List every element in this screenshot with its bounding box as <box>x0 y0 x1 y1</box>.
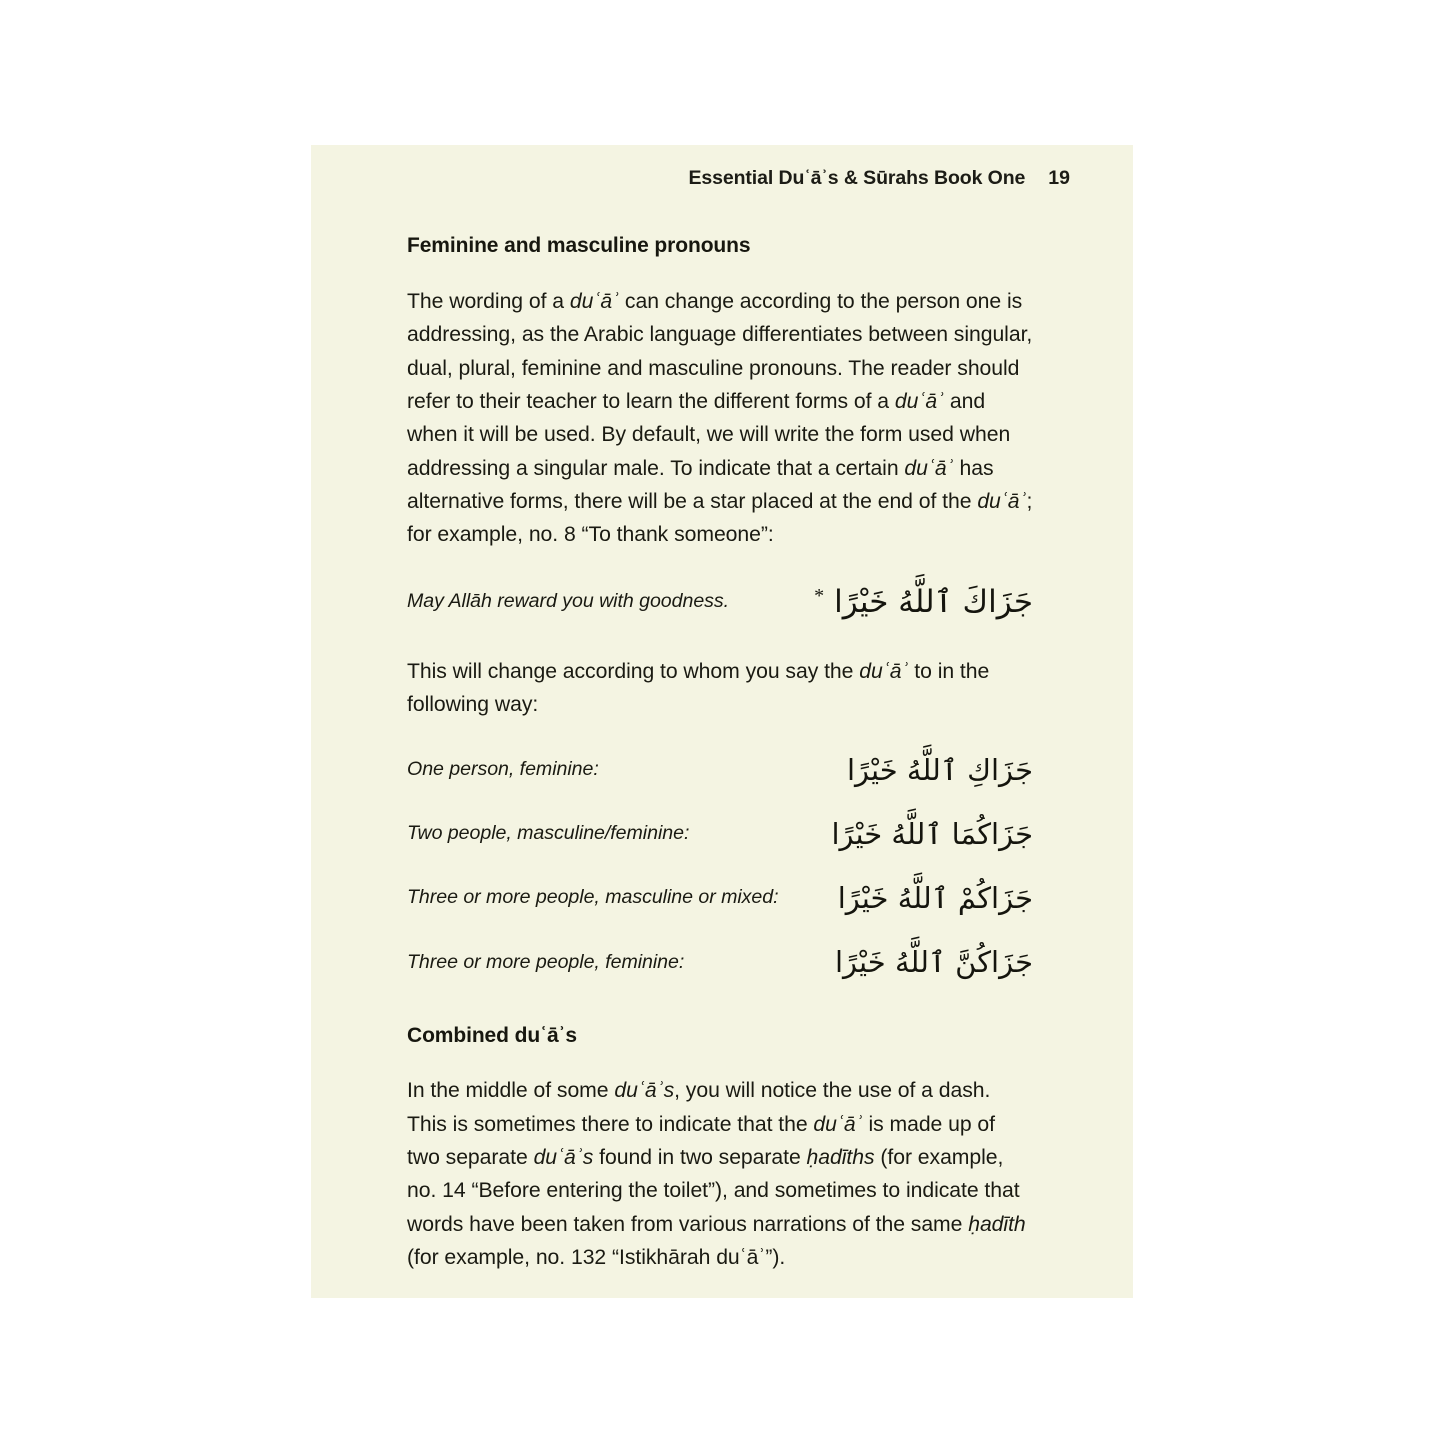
example-dua-row <box>407 580 1033 625</box>
paragraph-pronouns-intro <box>407 285 1033 551</box>
heading-combined-duas: Combined duʿāʾs <box>407 1024 577 1048</box>
term-duas-1: duʿāʾs <box>614 1079 675 1103</box>
par-text-g: has alternative forms, there will be a star placed at the end of the <box>407 456 994 513</box>
paragraph-combined-duas <box>407 1074 1033 1274</box>
variant-label-3: Three or more people, feminine: <box>407 950 685 973</box>
par3-text-i: (for example, no. 14 “Before entering the toilet”), and sometimes to indicate that words have been taken from various narrations of the same <box>407 1146 1020 1236</box>
variant-label-0: One person, feminine: <box>407 758 599 781</box>
term-dua-6: duʿāʾ <box>813 1112 863 1136</box>
book-page <box>311 145 1133 1298</box>
term-dua-1: duʿāʾ <box>569 290 620 314</box>
running-head <box>688 167 1070 190</box>
term-dua-3: duʿāʾ <box>904 456 954 480</box>
term-dua-2: duʿāʾ <box>894 390 945 414</box>
variant-arabic-1: جَزَاكُمَا ٱللَّهُ خَيْرًا <box>831 817 1033 852</box>
running-head-title: Essential Duʿāʾs & Sūrahs Book One <box>688 167 1026 189</box>
variant-row-two-people <box>407 813 1033 855</box>
term-dua-5: duʿāʾ <box>859 659 909 683</box>
term-hadith: ḥadīth <box>968 1212 1026 1236</box>
par-text-a: The wording of a <box>407 290 570 314</box>
par-text-i: ; for example, no. 8 “To thank someone”: <box>407 489 1033 547</box>
par-text-e: and when it will be used. By default, we will write the form used when addressing a singular male. To indicate that a certain <box>407 390 1011 480</box>
variant-label-1: Two people, masculine/feminine: <box>407 822 690 845</box>
par3-text-a: In the middle of some <box>407 1079 615 1103</box>
variant-row-three-or-more-masculine <box>407 877 1033 919</box>
variant-arabic-3: جَزَاكُنَّ ٱللَّهُ خَيْرًا <box>834 945 1033 980</box>
variant-row-three-or-more-feminine <box>407 941 1033 983</box>
variant-arabic-2: جَزَاكُمْ ٱللَّهُ خَيْرًا <box>837 881 1033 916</box>
term-dua-4: duʿāʾ <box>977 489 1027 513</box>
page-number: 19 <box>1048 167 1070 189</box>
variant-label-2: Three or more people, masculine or mixed: <box>407 886 779 909</box>
example-arabic-text: جَزَاكَ ٱللَّهُ خَيْرًا <box>834 583 1033 620</box>
variant-row-one-person-feminine <box>407 749 1033 791</box>
variant-arabic-wrap-3 <box>835 941 1033 983</box>
term-hadiths: ḥadīths <box>806 1146 875 1170</box>
star-marker-icon: * <box>814 585 825 608</box>
variant-arabic-wrap-2 <box>838 877 1033 919</box>
variant-arabic-wrap-1 <box>831 813 1033 855</box>
example-arabic-wrap <box>814 580 1033 625</box>
par3-text-c: , you will notice the use of a dash. This is sometimes there to indicate that the <box>407 1079 991 1136</box>
example-translation: May Allāh reward you with goodness. <box>407 590 730 613</box>
par3-text-e: is made up of two separate <box>407 1112 995 1170</box>
variant-arabic-wrap-0 <box>847 749 1033 791</box>
page-content <box>407 233 1033 1274</box>
par2-text-a: This will change according to whom you say the <box>407 659 860 683</box>
par2-text-c: to in the following way: <box>407 659 990 716</box>
variant-arabic-0: جَزَاكِ ٱللَّهُ خَيْرًا <box>846 753 1033 788</box>
term-duas-2: duʿāʾs <box>533 1146 594 1170</box>
par3-text-k: (for example, no. 132 “Istikhārah duʿāʾ”). <box>407 1245 786 1269</box>
heading-feminine-masculine-pronouns: Feminine and masculine pronouns <box>407 234 751 257</box>
par3-text-g: found in two separate <box>593 1146 807 1170</box>
variant-list <box>407 749 1033 983</box>
par-text-c: can change according to the person one is addressing, as the Arabic language differentiates between singular, dual, plural, feminine and masculine pronouns. The reader should refer to their teacher to learn the different forms of a <box>407 290 1033 414</box>
paragraph-variation-intro <box>407 655 1033 722</box>
